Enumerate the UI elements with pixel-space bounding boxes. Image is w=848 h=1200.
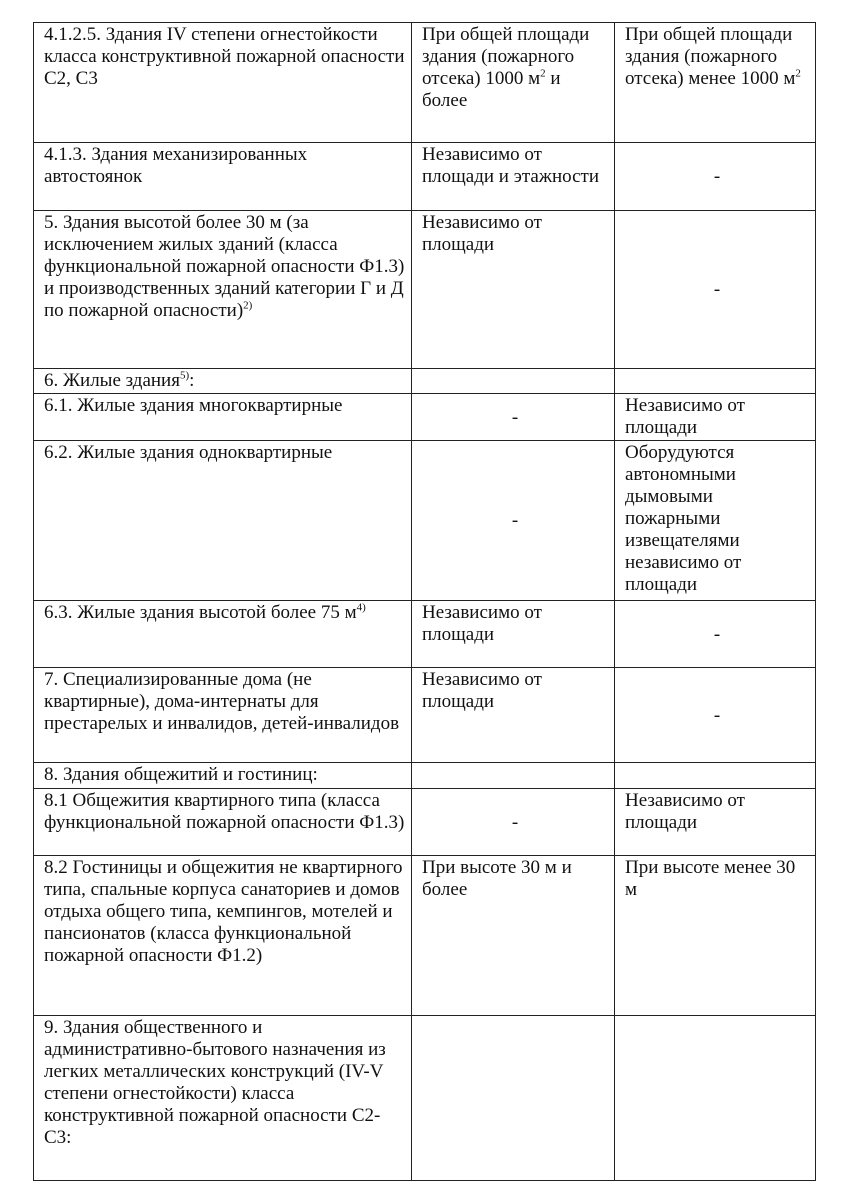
cell-text: 8.2 Гостиницы и общежития не квартирного типа, спальные корпуса санаториев и домов отдыха общего типа, кемпингов, мотелей и пансионатов (класса функциональной пожарной опасности Ф1.2) [44,857,403,966]
condition-cell-2 [615,211,816,369]
condition-cell-1 [412,211,615,369]
cell-text: 8.1 Общежития квартирного типа (класса функциональной пожарной опасности Ф1.3) [44,790,405,833]
building-type-cell [34,668,412,763]
cell-text: - [511,406,519,428]
table-row [34,369,816,394]
condition-cell-2 [615,394,816,441]
cell-text: При общей площади здания (пожарного отсека) 1000 м [422,24,590,89]
building-type-cell [34,441,412,601]
table-row [34,441,816,601]
condition-cell-1 [412,789,615,856]
condition-cell-2 [615,23,816,143]
table-row [34,789,816,856]
table-row [34,394,816,441]
cell-text: Независимо от площади [422,669,542,712]
condition-cell-2 [615,789,816,856]
cell-text: - [713,279,721,300]
cell-text: 6. Жилые здания [44,370,180,391]
building-type-cell [34,211,412,369]
cell-text: Независимо от площади [422,212,542,255]
footnote-superscript: 5) [179,369,190,382]
cell-text: При высоте 30 м и более [422,857,572,900]
table-row [34,23,816,143]
building-type-cell [34,23,412,143]
cell-text: 4.1.3. Здания механизированных автостоянок [44,144,308,187]
condition-cell-1 [412,601,615,668]
cell-text: 7. Специализированные дома (не квартирные), дома-интернаты для престарелых и инвалидов, детей-инвалидов [44,669,400,734]
cell-text: 6.2. Жилые здания одноквартирные [44,442,333,463]
cell-text: Независимо от площади [422,602,542,645]
building-type-cell [34,601,412,668]
table-body [34,23,816,1181]
condition-cell-1 [412,23,615,143]
footnote-superscript: 4) [356,601,366,614]
cell-text: 4.1.2.5. Здания IV степени огнестойкости класса конструктивной пожарной опасности С2, С3 [44,24,405,89]
cell-text: При общей площади здания (пожарного отсека) менее 1000 м [625,24,796,89]
table-row [34,1016,816,1181]
building-type-cell [34,394,412,441]
cell-text: Независимо от площади [625,790,745,833]
cell-text: 5. Здания высотой более 30 м (за исключением жилых зданий (класса функциональной пожарной опасности Ф1.3) и производственных зданий категории Г и Д по пожарной опасности) [44,212,405,321]
condition-cell-1 [412,369,615,394]
table-row [34,763,816,789]
condition-cell-2 [615,601,816,668]
cell-text: 6.3. Жилые здания высотой более 75 м [44,602,357,623]
condition-cell-2 [615,441,816,601]
table-row [34,143,816,211]
table-row [34,601,816,668]
footnote-superscript: 2) [243,299,253,312]
requirements-table [33,22,816,1181]
condition-cell-1 [412,394,615,441]
condition-cell-1 [412,1016,615,1181]
cell-text: - [511,811,519,833]
cell-text-tail: и более [422,68,561,111]
cell-text: 8. Здания общежитий и гостиниц: [44,764,318,785]
condition-cell-1 [412,143,615,211]
cell-text: - [511,510,519,531]
cell-text: Независимо от площади и этажности [422,144,600,187]
building-type-cell [34,1016,412,1181]
cell-text: 9. Здания общественного и административно-бытового назначения из легких металлических конструкций (IV-V степени огнестойкости) класса конструктивной пожарной опасности С2-С3: [44,1017,386,1148]
condition-cell-2 [615,1016,816,1181]
condition-cell-1 [412,856,615,1016]
cell-text-tail: : [189,370,195,391]
table-row [34,668,816,763]
cell-text: - [713,166,721,187]
building-type-cell [34,143,412,211]
cell-text: - [713,704,721,726]
condition-cell-1 [412,763,615,789]
cell-text: - [713,623,721,645]
condition-cell-2 [615,143,816,211]
building-type-cell [34,856,412,1016]
cell-text: При высоте менее 30 м [625,857,796,900]
condition-cell-2 [615,763,816,789]
condition-cell-1 [412,441,615,601]
condition-cell-2 [615,856,816,1016]
building-type-cell [34,369,412,394]
cell-text: 6.1. Жилые здания многоквартирные [44,395,343,416]
footnote-superscript: 2 [795,67,801,80]
table-row [34,211,816,369]
condition-cell-2 [615,668,816,763]
building-type-cell [34,789,412,856]
cell-text: Оборудуются автономными дымовыми пожарными извещателями независимо от площади [625,442,742,595]
building-type-cell [34,763,412,789]
table-row [34,856,816,1016]
footnote-superscript: 2 [540,67,546,80]
condition-cell-2 [615,369,816,394]
cell-text: Независимо от площади [625,395,745,438]
condition-cell-1 [412,668,615,763]
